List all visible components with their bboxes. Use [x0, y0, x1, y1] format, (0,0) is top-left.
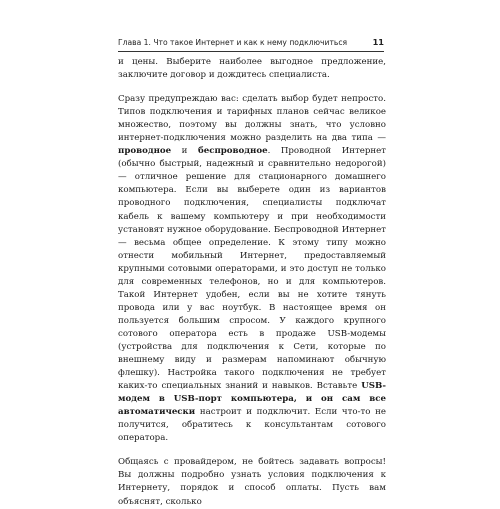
- text-span: настроит и подключит. Если что-то не получится, обратитесь к консультантам сотового оператора.: [118, 407, 386, 444]
- text-span: Сразу предупреждаю вас: сделать выбор будет непросто. Типов подключения и тарифных планов сейчас великое множество, поэтому вы должны знать, что условно интернет-подключения можно разделить на два типа —: [118, 94, 386, 144]
- bold-usb-modem-instruction: USB-модем в USB-порт компьютера, и он сам все автоматически: [118, 381, 386, 418]
- text-span: Общаясь с провайдером, не бойтесь задавать вопросы! Вы должны подробно узнать условия подключения к Интернету, порядок и способ оплаты. Пусть вам объяснят, сколько: [118, 457, 386, 507]
- paragraph-1: [118, 56, 386, 82]
- paragraph-2: [118, 93, 386, 445]
- text-span: и цены. Выберите наиболее выгодное предложение, заключите договор и дождитесь специалиста.: [118, 57, 386, 81]
- bold-term-wireless: беспроводное: [197, 146, 268, 157]
- text-span: . Проводной Интернет (обычно быстрый, надежный и сравнительно недорогой) — отличное решение для стационарного домашнего компьютера. Если вы выберете один из вариантов проводного подключения, специалисты подключат кабель к вашему компьютеру и при необходимости установят нужное оборудование. Беспроводной Интернет — весьма общее определение. К этому типу можно отнести мобильный Интернет, предоставляемый крупными сотовыми операторами, и это доступ не только для современных телефонов, но и для компьютеров. Такой Интернет удобен, если вы не хотите тянуть провода или у вас ноутбук. В настоящее время он пользуется большим спросом. У каждого крупного сотового оператора есть в продаже USB-модемы (устройства для подключения к Сети, которые по внешнему виду и размерам напоминают обычную флешку). Настройка такого подключения не требует каких-то специальных знаний и навыков. Вставьте: [118, 146, 386, 392]
- page-body: [118, 56, 386, 509]
- paragraph-3: [118, 456, 386, 508]
- bold-term-wired: проводное: [118, 146, 172, 157]
- page-number: 11: [372, 37, 384, 47]
- text-span: и: [171, 146, 198, 157]
- chapter-title: Глава 1. Что такое Интернет и как к нему подключиться: [118, 38, 348, 47]
- running-header: [118, 37, 384, 52]
